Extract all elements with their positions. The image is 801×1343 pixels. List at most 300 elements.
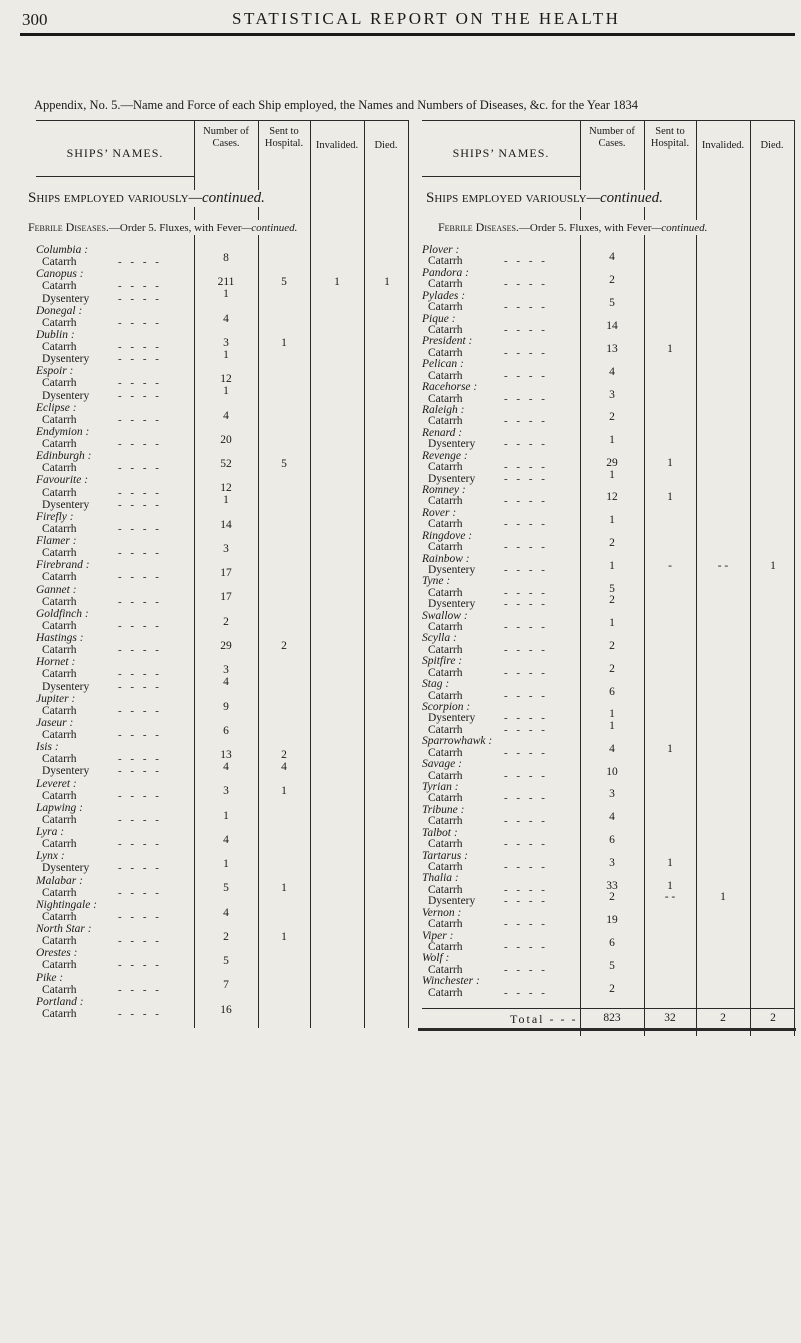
column-header-hospital: Sent to Hospital. [264, 126, 304, 149]
disease-name: Catarrh [42, 729, 77, 741]
leader-dashes: - - - - [504, 918, 548, 930]
disease-name: Catarrh [428, 986, 463, 999]
ship-name: Lyra : [36, 826, 65, 838]
subsection-continued: —continued. [241, 222, 298, 234]
leader-dashes: - - - - [504, 643, 548, 656]
disease-name: Catarrh [428, 746, 463, 759]
column-divider [364, 120, 365, 1028]
column-divider [794, 120, 795, 1036]
value-cases: 13 [220, 749, 232, 761]
value-cases: 5 [223, 882, 229, 895]
ship-name: Scorpion : [422, 701, 471, 713]
disease-name: Catarrh [428, 838, 463, 851]
value-cases: 12 [606, 491, 618, 504]
value-cases: 4 [223, 409, 229, 422]
value-hospital: 1 [667, 856, 673, 869]
disease-name: Catarrh [428, 518, 463, 531]
column-header-invalided: Invalided. [315, 140, 359, 151]
value-cases: 6 [223, 724, 229, 737]
value-cases: 2 [609, 639, 615, 652]
value-cases: 4 [609, 365, 615, 378]
subsection-title [28, 220, 300, 235]
disease-name: Catarrh [42, 280, 77, 293]
value-cases: 1 [223, 348, 229, 361]
leader-dashes: - - - - [118, 547, 162, 560]
ship-name: Gannet : [36, 583, 77, 596]
leader-dashes: - - - - [504, 461, 548, 474]
ship-name: Rover : [422, 506, 457, 519]
subsection-prefix: Febrile Diseases. [28, 220, 109, 234]
leader-dashes: - - - - [118, 765, 162, 778]
disease-name: Catarrh [42, 753, 77, 766]
ship-name: Tartarus : [422, 849, 468, 862]
ship-name: Ringdove : [422, 529, 473, 542]
value-cases: 1 [609, 617, 615, 629]
value-cases: 4 [609, 811, 615, 824]
disease-name: Catarrh [42, 983, 77, 996]
value-cases: 1 [223, 494, 229, 507]
leader-dashes: - - - - [504, 792, 548, 805]
header-top-rule [36, 120, 408, 121]
disease-name: Catarrh [42, 668, 77, 681]
value-cases: 29 [606, 457, 618, 470]
disease-name: Catarrh [428, 792, 463, 805]
disease-name: Catarrh [428, 689, 463, 702]
leader-dashes: - - - - [504, 541, 548, 553]
leader-dashes: - - - - [504, 860, 548, 873]
value-cases: 3 [223, 336, 229, 349]
disease-name: Catarrh [42, 486, 77, 499]
value-cases: 4 [609, 251, 615, 264]
leader-dashes: - - - - [118, 862, 162, 875]
header-bottom-rule [422, 176, 580, 177]
value-cases: 3 [223, 542, 229, 555]
leader-dashes: - - - - [504, 723, 548, 736]
value-cases: 6 [609, 936, 615, 949]
ship-name: Endymion : [36, 425, 90, 438]
disease-name: Catarrh [42, 704, 77, 717]
value-cases: 16 [220, 1003, 232, 1016]
value-cases: 5 [609, 582, 615, 595]
disease-name: Dysentery [428, 438, 476, 451]
value-cases: 211 [217, 276, 235, 289]
section-title [28, 190, 269, 207]
column-divider [408, 120, 409, 1028]
value-cases: 29 [220, 639, 232, 652]
ship-name: President : [422, 335, 473, 348]
value-died: 1 [770, 559, 776, 572]
value-cases: 1 [609, 719, 615, 732]
ship-name: Espoir : [36, 365, 74, 378]
leader-dashes: - - - - [118, 983, 162, 996]
disease-name: Catarrh [428, 301, 463, 314]
value-invalided: 1 [720, 891, 726, 904]
value-cases: 2 [609, 982, 615, 995]
value-cases: 14 [606, 320, 618, 332]
disease-name: Catarrh [428, 278, 463, 291]
value-hospital: 1 [667, 742, 673, 755]
leader-dashes: - - - - [118, 413, 162, 426]
value-invalided: 1 [334, 276, 340, 289]
disease-name: Dysentery [428, 598, 476, 611]
total-cases: 823 [603, 1012, 621, 1024]
value-cases: 12 [220, 373, 232, 386]
subsection-prefix: Febrile Diseases. [438, 220, 519, 234]
value-hospital: 5 [281, 458, 287, 470]
ship-name: Hastings : [36, 632, 84, 644]
total-label: Total - - - [510, 1012, 578, 1026]
disease-name: Catarrh [42, 886, 77, 899]
value-cases: 13 [606, 342, 618, 355]
ship-name: Spitfire : [422, 655, 463, 668]
disease-name: Catarrh [42, 619, 77, 632]
column-header-invalided: Invalided. [701, 140, 745, 151]
value-died: 1 [384, 276, 390, 289]
header-bottom-rule [36, 176, 194, 177]
leader-dashes: - - - - [118, 910, 162, 923]
disease-name: Catarrh [428, 586, 463, 599]
leader-dashes: - - - - [118, 377, 162, 390]
left-table [28, 120, 408, 1028]
ship-name: Thalia : [422, 872, 459, 885]
value-hospital: 1 [281, 785, 287, 798]
value-cases: 3 [223, 664, 229, 677]
total-invalided: 2 [720, 1012, 726, 1024]
value-cases: 2 [223, 930, 229, 943]
ship-name: Orestes : [36, 947, 78, 960]
ship-name: Stag : [422, 678, 450, 691]
ship-name: Racehorse : [422, 381, 478, 394]
ship-name: Raleigh : [422, 403, 465, 416]
subsection-text: —Order 5. Fluxes, with Fever [518, 222, 652, 234]
disease-name: Catarrh [428, 963, 463, 976]
page-number: 300 [22, 10, 48, 29]
disease-name: Catarrh [42, 910, 77, 923]
total-hospital: 32 [664, 1012, 676, 1024]
disease-name: Dysentery [42, 765, 90, 778]
value-cases: 2 [609, 662, 615, 675]
leader-dashes: - - - - [118, 813, 162, 826]
leader-dashes: - - - - [504, 255, 548, 268]
value-cases: 52 [220, 458, 232, 470]
value-cases: 12 [220, 482, 232, 495]
ship-name: Goldfinch : [36, 607, 89, 620]
leader-dashes: - - - - [118, 704, 162, 717]
ship-name: Pike : [36, 971, 64, 984]
leader-dashes: - - - - [504, 346, 548, 359]
appendix-caption [34, 98, 638, 113]
ship-name: Flamer : [36, 535, 77, 547]
disease-name: Catarrh [42, 813, 77, 826]
disease-name: Catarrh [428, 541, 463, 553]
leader-dashes: - - - - [118, 668, 162, 681]
value-invalided: - - [717, 559, 729, 572]
value-hospital: - - [664, 891, 676, 904]
disease-name: Catarrh [428, 723, 463, 736]
total-bottom-rule [418, 1028, 796, 1031]
ship-name: Dublin : [36, 328, 75, 341]
leader-dashes: - - - - [504, 689, 548, 702]
disease-name: Catarrh [428, 940, 463, 953]
section-continued: —continued. [188, 190, 265, 206]
disease-name: Catarrh [42, 644, 77, 657]
disease-name: Dysentery [42, 862, 90, 875]
column-divider [194, 120, 195, 1028]
disease-name: Catarrh [428, 369, 463, 382]
leader-dashes: - - - - [504, 838, 548, 851]
ship-name: Tyrian : [422, 780, 459, 793]
disease-name: Catarrh [42, 571, 77, 584]
leader-dashes: - - - - [504, 324, 548, 336]
ship-name: Favourite : [36, 474, 89, 487]
value-cases: 1 [223, 385, 229, 398]
value-cases: 5 [609, 959, 615, 972]
ship-name: Swallow : [422, 609, 468, 622]
column-divider [580, 120, 581, 1036]
subsection-text: —Order 5. Fluxes, with Fever [108, 222, 242, 234]
leader-dashes: - - - - [504, 883, 548, 896]
ship-name: Wolf : [422, 952, 450, 965]
subsection-title [438, 220, 710, 235]
leader-dashes: - - - - [504, 472, 548, 485]
ship-name: Firebrand : [36, 559, 90, 572]
disease-name: Dysentery [42, 680, 90, 693]
section-continued: —continued. [586, 190, 663, 206]
ship-name: Tribune : [422, 803, 465, 816]
value-cases: 19 [606, 914, 618, 926]
disease-name: Dysentery [42, 292, 90, 305]
ship-name: Leveret : [36, 777, 77, 790]
value-cases: 4 [223, 676, 229, 689]
column-header-cases: Number of Cases. [589, 126, 635, 149]
leader-dashes: - - - - [504, 301, 548, 314]
ship-name: Eclipse : [36, 401, 77, 414]
value-hospital: 1 [281, 882, 287, 895]
ship-name: Romney : [422, 483, 466, 496]
value-cases: 1 [223, 288, 229, 301]
value-cases: 9 [223, 700, 229, 713]
ship-name: Donegal : [36, 304, 83, 317]
disease-name: Catarrh [42, 1007, 77, 1020]
value-hospital: 2 [281, 639, 287, 652]
ship-name: Nightingale : [36, 898, 98, 911]
value-cases: 1 [609, 468, 615, 481]
value-hospital: 1 [281, 336, 287, 349]
ship-name: Rainbow : [422, 552, 470, 565]
value-cases: 3 [223, 785, 229, 798]
leader-dashes: - - - - [118, 462, 162, 475]
disease-name: Catarrh [42, 838, 77, 851]
leader-dashes: - - - - [118, 789, 162, 802]
disease-name: Catarrh [42, 341, 77, 353]
disease-name: Catarrh [428, 495, 463, 508]
leader-dashes: - - - - [118, 935, 162, 948]
leader-dashes: - - - - [504, 963, 548, 976]
disease-name: Catarrh [42, 595, 77, 608]
disease-name: Catarrh [428, 815, 463, 828]
disease-name: Catarrh [42, 438, 77, 450]
leader-dashes: - - - - [118, 389, 162, 402]
column-header-died: Died. [374, 140, 398, 151]
column-header-hospital: Sent to Hospital. [650, 126, 690, 149]
value-cases: 1 [609, 708, 615, 721]
leader-dashes: - - - - [504, 598, 548, 611]
ship-name: Revenge : [422, 449, 468, 462]
value-cases: 2 [609, 537, 615, 549]
leader-dashes: - - - - [118, 1007, 162, 1020]
disease-name: Catarrh [42, 935, 77, 948]
ship-name: Pylades : [422, 289, 466, 302]
ship-name: Edinburgh : [36, 450, 92, 463]
column-header-died: Died. [760, 140, 784, 151]
disease-name: Dysentery [42, 353, 90, 366]
leader-dashes: - - - - [118, 438, 162, 450]
value-hospital: 1 [667, 879, 673, 892]
disease-name: Catarrh [42, 547, 77, 560]
total-died: 2 [770, 1012, 776, 1024]
value-hospital: 1 [667, 342, 673, 355]
ship-name: Talbot : [422, 826, 458, 839]
right-table [422, 120, 794, 1028]
value-cases: 6 [609, 834, 615, 847]
leader-dashes: - - - - [118, 619, 162, 632]
value-cases: 17 [220, 567, 232, 580]
leader-dashes: - - - - [118, 498, 162, 511]
ship-name: Vernon : [422, 906, 462, 919]
value-cases: 2 [609, 274, 615, 287]
value-cases: 1 [223, 858, 229, 871]
leader-dashes: - - - - [504, 369, 548, 382]
ship-name: Scylla : [422, 632, 457, 645]
ship-name: Lynx : [36, 850, 65, 863]
value-hospital: 1 [667, 491, 673, 504]
ship-name: Pelican : [422, 358, 464, 371]
ship-name: Isis : [36, 741, 59, 754]
value-hospital: - [668, 559, 672, 572]
value-cases: 5 [223, 955, 229, 968]
running-head: STATISTICAL REPORT ON THE HEALTH [232, 9, 621, 28]
value-cases: 4 [223, 761, 229, 774]
value-cases: 20 [220, 433, 232, 446]
leader-dashes: - - - - [118, 571, 162, 584]
leader-dashes: - - - - [504, 712, 548, 725]
ship-name: Pique : [422, 312, 456, 325]
leader-dashes: - - - - [118, 680, 162, 693]
leader-dashes: - - - - [504, 666, 548, 679]
leader-dashes: - - - - [504, 986, 548, 999]
leader-dashes: - - - - [118, 729, 162, 741]
value-hospital: 5 [281, 276, 287, 289]
leader-dashes: - - - - [504, 769, 548, 782]
leader-dashes: - - - - [504, 278, 548, 291]
disease-name: Dysentery [428, 472, 476, 485]
value-cases: 3 [609, 388, 615, 401]
ship-name: Columbia : [36, 244, 89, 256]
ship-name: Tyne : [422, 575, 451, 588]
leader-dashes: - - - - [118, 280, 162, 293]
leader-dashes: - - - - [118, 316, 162, 329]
ship-name: Malabar : [36, 874, 83, 887]
disease-name: Catarrh [428, 918, 463, 930]
disease-name: Catarrh [428, 324, 463, 336]
disease-name: Dysentery [428, 712, 476, 725]
ship-name: Jaseur : [36, 716, 74, 729]
value-cases: 1 [609, 514, 615, 527]
leader-dashes: - - - - [504, 815, 548, 828]
ship-name: Sparrowhawk : [422, 735, 493, 748]
disease-name: Catarrh [428, 392, 463, 405]
disease-name: Catarrh [428, 415, 463, 428]
section-title-text: Ships employed variously [28, 190, 189, 206]
leader-dashes: - - - - [118, 522, 162, 535]
disease-name: Catarrh [42, 377, 77, 390]
subsection-continued: —continued. [651, 222, 708, 234]
value-cases: 14 [220, 518, 232, 531]
ship-name: North Star : [36, 923, 92, 935]
leader-dashes: - - - - [118, 595, 162, 608]
total-top-rule [422, 1008, 794, 1009]
leader-dashes: - - - - [118, 353, 162, 366]
leader-dashes: - - - - [118, 256, 162, 269]
value-cases: 8 [223, 251, 229, 264]
header-rule [20, 33, 795, 36]
disease-name: Catarrh [42, 413, 77, 426]
value-cases: 4 [609, 742, 615, 755]
disease-name: Dysentery [428, 895, 476, 908]
disease-name: Catarrh [42, 316, 77, 329]
caption-prefix: Appendix, No. 5. [34, 98, 121, 112]
leader-dashes: - - - - [118, 341, 162, 353]
leader-dashes: - - - - [118, 292, 162, 305]
leader-dashes: - - - - [504, 563, 548, 576]
value-cases: 1 [609, 434, 615, 447]
value-cases: 2 [609, 891, 615, 904]
disease-name: Dysentery [42, 389, 90, 402]
column-header-cases: Number of Cases. [203, 126, 249, 149]
disease-name: Catarrh [428, 860, 463, 873]
value-cases: 2 [609, 411, 615, 424]
disease-name: Catarrh [42, 462, 77, 475]
column-divider [750, 120, 751, 1036]
value-hospital: 1 [281, 930, 287, 943]
ship-name: Hornet : [36, 656, 76, 669]
disease-name: Catarrh [428, 666, 463, 679]
leader-dashes: - - - - [118, 644, 162, 657]
ship-name: Renard : [422, 426, 463, 439]
leader-dashes: - - - - [504, 586, 548, 599]
value-cases: 33 [606, 879, 618, 892]
leader-dashes: - - - - [118, 959, 162, 972]
leader-dashes: - - - - [118, 753, 162, 766]
ship-name: Lapwing : [36, 801, 83, 814]
disease-name: Catarrh [428, 643, 463, 656]
ship-name: Firefly : [36, 510, 74, 523]
value-cases: 3 [609, 856, 615, 869]
ship-name: Portland : [36, 995, 84, 1008]
leader-dashes: - - - - [504, 495, 548, 508]
leader-dashes: - - - - [504, 438, 548, 451]
disease-name: Catarrh [42, 959, 77, 972]
disease-name: Catarrh [428, 255, 463, 268]
value-cases: 4 [223, 833, 229, 846]
value-hospital: 2 [281, 749, 287, 761]
disease-name: Catarrh [428, 621, 463, 633]
value-cases: 1 [223, 809, 229, 822]
column-divider [310, 120, 311, 1028]
ship-name: Canopus : [36, 268, 84, 281]
ship-name: Pandora : [422, 266, 469, 279]
disease-name: Catarrh [42, 789, 77, 802]
